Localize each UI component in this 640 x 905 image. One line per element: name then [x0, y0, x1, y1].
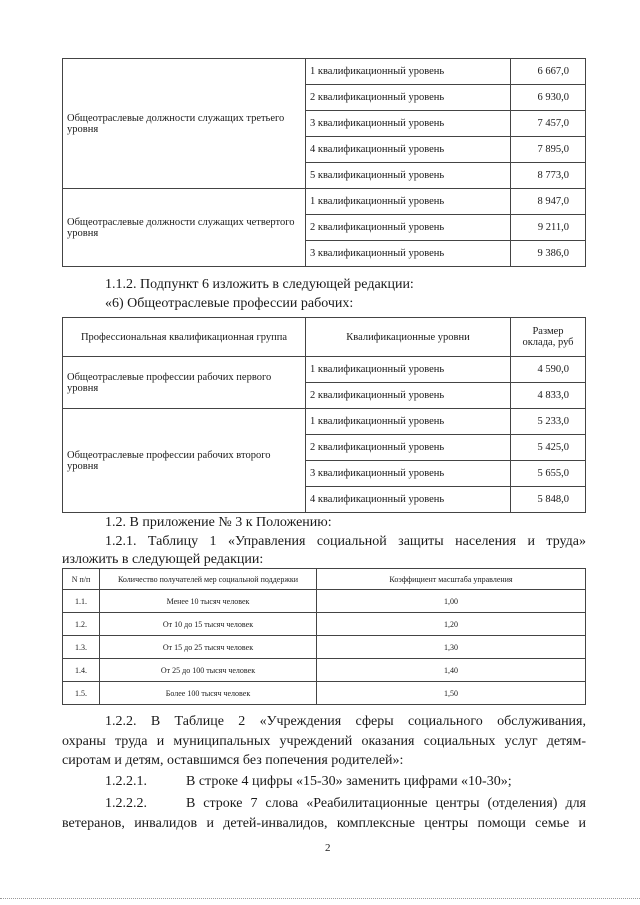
paragraph-1-2-2-2-number: 1.2.2.2.	[105, 796, 147, 811]
page-bottom-edge	[0, 898, 640, 899]
value-cell: 9 386,0	[511, 241, 586, 267]
header-group: Профессиональная квалификационная группа	[63, 318, 306, 357]
paragraph-1-2-1-line2: изложить в следующей редакции:	[62, 552, 264, 567]
paragraph-quote-6: «6) Общеотраслевые профессии рабочих:	[105, 296, 354, 311]
paragraph-1-2-2-1-number: 1.2.2.1.	[105, 774, 147, 789]
value-cell: 5 655,0	[511, 461, 586, 487]
level-cell: 2 квалификационный уровень	[306, 215, 511, 241]
paragraph-1-2: 1.2. В приложение № 3 к Положению:	[105, 515, 332, 530]
level-cell: 4 квалификационный уровень	[306, 487, 511, 513]
value-cell: 9 211,0	[511, 215, 586, 241]
table-row	[63, 659, 586, 682]
level-cell: 3 квалификационный уровень	[306, 111, 511, 137]
value-cell: 5 848,0	[511, 487, 586, 513]
salary-table-servants	[62, 58, 586, 267]
paragraph-1-2-2-line2: охраны труда и муниципальных учреждений оказания социальных услуг детям-	[62, 734, 586, 749]
level-cell: 1 квалификационный уровень	[306, 189, 511, 215]
table-row	[63, 189, 586, 215]
paragraph-1-2-2-line3: сиротам и детям, оставшимся без попечения родителей»:	[62, 753, 404, 768]
level-cell: 3 квалификационный уровень	[306, 461, 511, 487]
paragraph-1-2-2-2-text: В строке 7 слова «Реабилитационные центры (отделения) для	[186, 796, 586, 811]
value-cell: 4 590,0	[511, 357, 586, 383]
page-number: 2	[325, 842, 331, 854]
table-row	[63, 682, 586, 705]
group-name: Общеотраслевые должности служащих четвертого уровня	[63, 189, 306, 267]
paragraph-1-2-2-2-line2: ветеранов, инвалидов и детей-инвалидов, комплексные центры помощи семье и	[62, 816, 586, 831]
row-num: 1.2.	[63, 613, 100, 636]
value-cell: 6 667,0	[511, 59, 586, 85]
row-num: 1.4.	[63, 659, 100, 682]
table-row	[63, 636, 586, 659]
level-cell: 1 квалификационный уровень	[306, 409, 511, 435]
header-count: Количество получателей мер социальной поддержки	[100, 569, 317, 590]
level-cell: 5 квалификационный уровень	[306, 163, 511, 189]
group-name: Общеотраслевые профессии рабочих второго уровня	[63, 409, 306, 513]
coefficient-table	[62, 568, 586, 705]
table-header-row	[63, 569, 586, 590]
row-num: 1.3.	[63, 636, 100, 659]
row-coef: 1,50	[317, 682, 586, 705]
salary-table-workers	[62, 317, 586, 513]
value-cell: 7 895,0	[511, 137, 586, 163]
table-header-row	[63, 318, 586, 357]
paragraph-1-2-2-1-text: В строке 4 цифры «15-30» заменить цифрами «10-30»;	[186, 774, 512, 789]
paragraph-1-1-2: 1.1.2. Подпункт 6 изложить в следующей редакции:	[105, 277, 414, 292]
row-coef: 1,40	[317, 659, 586, 682]
row-count: От 25 до 100 тысяч человек	[100, 659, 317, 682]
level-cell: 2 квалификационный уровень	[306, 435, 511, 461]
table-row	[63, 590, 586, 613]
row-coef: 1,20	[317, 613, 586, 636]
paragraph-1-2-2-line1: 1.2.2. В Таблице 2 «Учреждения сферы социального обслуживания,	[105, 714, 586, 729]
group-name: Общеотраслевые должности служащих третьего уровня	[63, 59, 306, 189]
table-row	[63, 59, 586, 85]
header-coef: Коэффициент масштаба управления	[317, 569, 586, 590]
row-count: От 15 до 25 тысяч человек	[100, 636, 317, 659]
header-salary: Размер оклада, руб	[511, 318, 586, 357]
row-num: 1.5.	[63, 682, 100, 705]
table-row	[63, 409, 586, 435]
row-count: Менее 10 тысяч человек	[100, 590, 317, 613]
row-coef: 1,00	[317, 590, 586, 613]
value-cell: 5 233,0	[511, 409, 586, 435]
level-cell: 4 квалификационный уровень	[306, 137, 511, 163]
level-cell: 2 квалификационный уровень	[306, 383, 511, 409]
level-cell: 1 квалификационный уровень	[306, 357, 511, 383]
row-count: Более 100 тысяч человек	[100, 682, 317, 705]
row-coef: 1,30	[317, 636, 586, 659]
row-num: 1.1.	[63, 590, 100, 613]
value-cell: 5 425,0	[511, 435, 586, 461]
value-cell: 8 773,0	[511, 163, 586, 189]
value-cell: 8 947,0	[511, 189, 586, 215]
level-cell: 1 квалификационный уровень	[306, 59, 511, 85]
header-num: N п/п	[63, 569, 100, 590]
group-name: Общеотраслевые профессии рабочих первого уровня	[63, 357, 306, 409]
value-cell: 7 457,0	[511, 111, 586, 137]
header-levels: Квалификационные уровни	[306, 318, 511, 357]
table-row	[63, 613, 586, 636]
row-count: От 10 до 15 тысяч человек	[100, 613, 317, 636]
paragraph-1-2-1-line1: 1.2.1. Таблицу 1 «Управления социальной защиты населения и труда»	[105, 534, 586, 549]
value-cell: 6 930,0	[511, 85, 586, 111]
value-cell: 4 833,0	[511, 383, 586, 409]
level-cell: 2 квалификационный уровень	[306, 85, 511, 111]
level-cell: 3 квалификационный уровень	[306, 241, 511, 267]
table-row	[63, 357, 586, 383]
